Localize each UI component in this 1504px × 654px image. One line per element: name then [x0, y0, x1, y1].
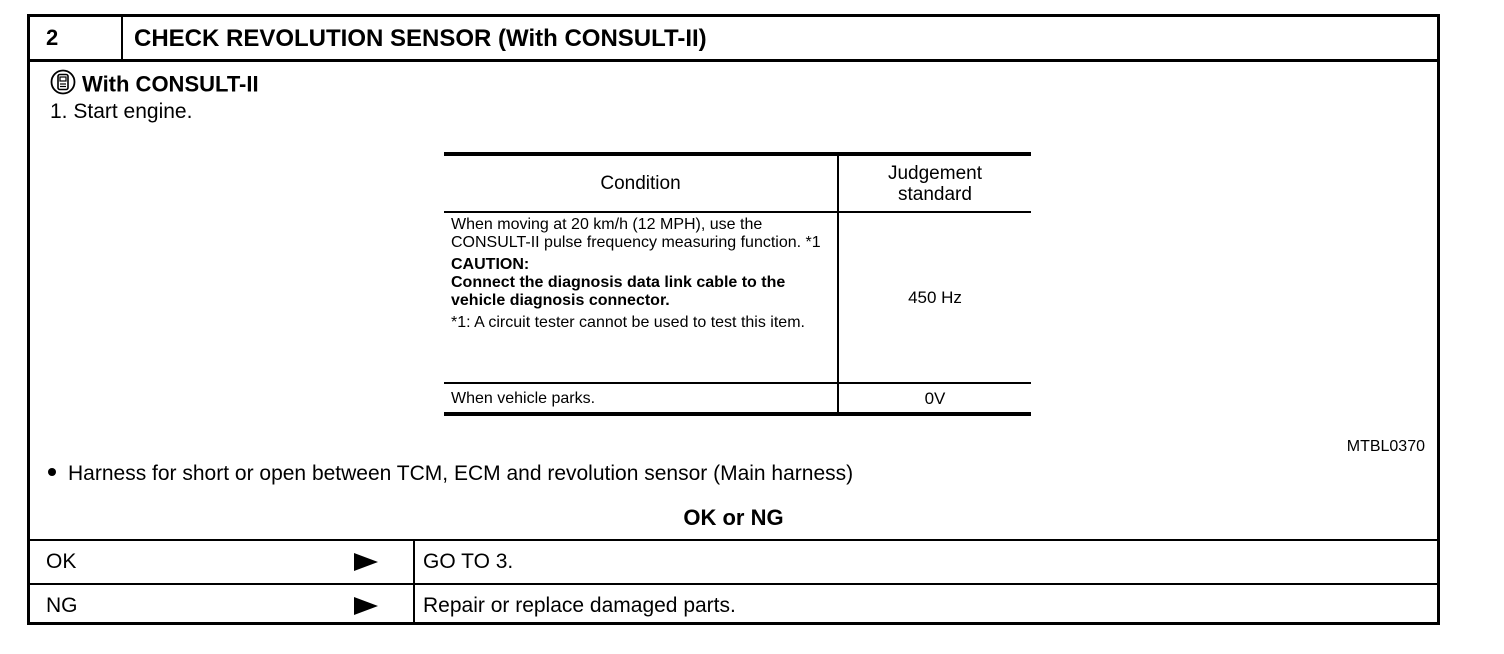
result-row-ng: [30, 585, 1437, 627]
result-title: OK or NG: [683, 505, 784, 530]
judgement-parked: 0V: [924, 389, 946, 408]
result-row-ok: [30, 541, 1437, 583]
arrow-right-icon: [354, 553, 378, 571]
result-table: [30, 539, 1437, 625]
step-title: CHECK REVOLUTION SENSOR (With CONSULT-II): [134, 25, 707, 52]
caution-label: CAUTION:: [451, 256, 530, 273]
diagnostic-step-frame: [27, 14, 1440, 625]
result-action-ng: Repair or replace damaged parts.: [423, 594, 736, 617]
check-item-text: Harness for short or open between TCM, ECM and revolution sensor (Main harness): [68, 462, 854, 485]
judgement-moving: 450 Hz: [908, 288, 962, 307]
condition-moving: [451, 216, 831, 332]
judgement-header-text: Judgement standard: [887, 162, 982, 205]
footnote-text: *1: A circuit tester cannot be used to test this item.: [451, 314, 805, 331]
judgement-header: [839, 156, 1031, 211]
instruction-text: 1. Start engine.: [50, 100, 193, 123]
result-action-ok: GO TO 3.: [423, 550, 514, 573]
step-header: [30, 17, 1437, 62]
spec-table: [444, 152, 1031, 416]
result-label-ok: OK: [46, 550, 77, 573]
step-number: 2: [30, 17, 123, 59]
caution-text: Connect the diagnosis data link cable to the vehicle diagnosis connector.: [451, 274, 786, 309]
bullet-icon: [48, 468, 56, 476]
figure-reference: MTBL0370: [1346, 438, 1425, 455]
condition-moving-text: When moving at 20 km/h (12 MPH), use the CONSULT-II pulse frequency measuring function. *1: [451, 216, 821, 251]
result-label-ng: NG: [46, 594, 78, 617]
consult-heading: [50, 69, 259, 97]
consult-ii-icon: [50, 69, 76, 102]
arrow-right-icon: [354, 597, 378, 615]
check-item: [48, 460, 853, 488]
condition-parked: When vehicle parks.: [451, 390, 596, 407]
consult-label: With CONSULT-II: [82, 71, 259, 97]
condition-header: Condition: [600, 172, 681, 194]
